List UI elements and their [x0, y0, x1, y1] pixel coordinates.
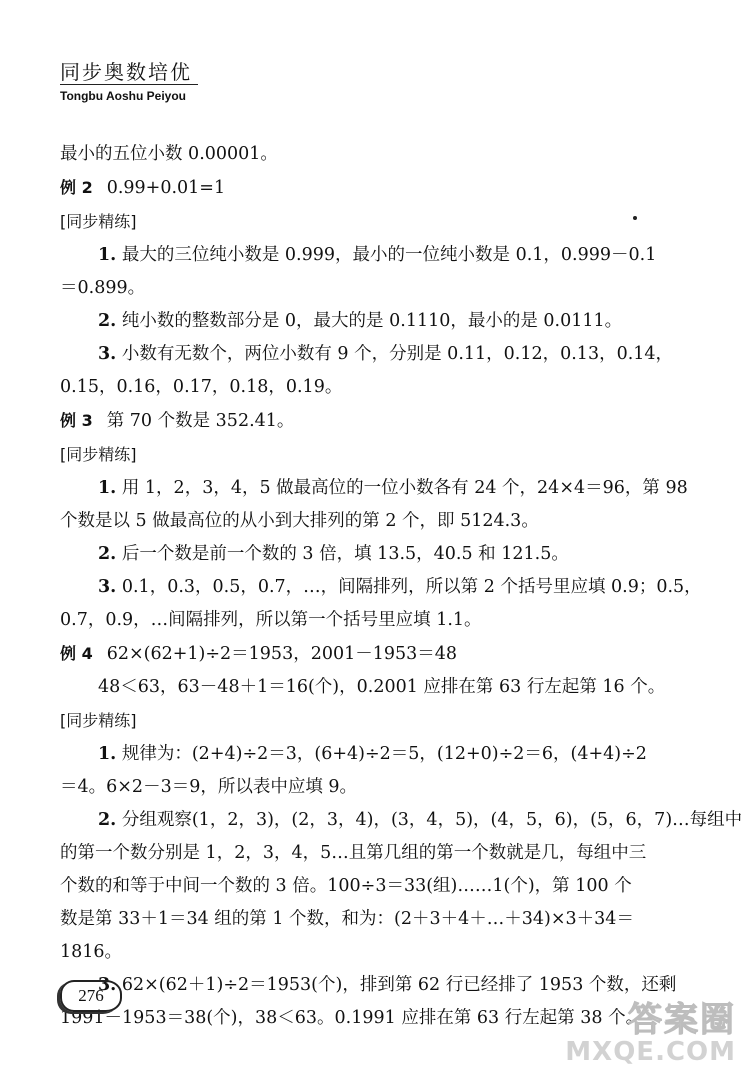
line-text: 小数有无数个，两位小数有 9 个，分别是 0.11，0.12，0.13，0.14，: [121, 344, 674, 364]
text-line: [60, 804, 743, 837]
text-line: [60, 538, 700, 571]
line-text: 规律为：(2+4)÷2＝3，(6+4)÷2＝5，(12+0)÷2＝6，(4+4)÷2: [121, 744, 647, 764]
item-number: 2.: [98, 311, 117, 331]
line-text: 分组观察(1，2，3)，(2，3，4)，(3，4，5)，(4，5，6)，(5，6，7)…每组中: [121, 810, 743, 830]
text-line: [60, 936, 700, 969]
text-line: [60, 371, 700, 404]
practice-heading: [同步精练]: [60, 711, 137, 730]
line-text: 个数是以 5 做最高位的从小到大排列的第 2 个，即 5124.3。: [60, 511, 539, 531]
item-number: 3.: [98, 344, 117, 364]
example-line: [60, 637, 700, 671]
line-text: 1991－1953＝38(个)，38＜63。0.1991 应排在第 63 行左起第 38 个。: [60, 1008, 644, 1028]
line-text: 0.7，0.9，…间隔排列，所以第一个括号里应填 1.1。: [60, 610, 482, 630]
text-line: [60, 837, 700, 870]
text-line: [60, 338, 700, 371]
item-number: 3.: [98, 577, 117, 597]
line-text: 后一个数是前一个数的 3 倍，填 13.5，40.5 和 121.5。: [121, 544, 569, 564]
text-line: [60, 771, 700, 804]
book-subtitle: Tongbu Aoshu Peiyou: [60, 89, 186, 103]
section-heading: [60, 704, 700, 738]
line-text: 的第一个数分别是 1，2，3，4，5…且第几组的第一个数就是几，每组中三: [60, 843, 647, 863]
watermark: [565, 1002, 736, 1066]
line-text: 用 1，2，3，4，5 做最高位的一位小数各有 24 个，24×4＝96，第 98: [121, 478, 688, 498]
line-text: ＝4。6×2－3＝9，所以表中应填 9。: [60, 777, 358, 797]
item-number: 2.: [98, 810, 117, 830]
line-text: 第 70 个数是 352.41。: [106, 411, 295, 431]
text-line: [60, 671, 700, 704]
line-text: 最小的五位小数 0.00001。: [60, 144, 278, 164]
example-label: 例 4: [60, 644, 93, 663]
item-number: 1.: [98, 478, 117, 498]
text-line: [60, 870, 700, 903]
text-line: [60, 969, 700, 1002]
line-text: 62×(62＋1)÷2＝1953(个)，排到第 62 行已经排了 1953 个数，还剩: [121, 975, 677, 995]
text-line: [60, 239, 700, 272]
line-text: 0.99+0.01=1: [106, 178, 226, 198]
text-line: [60, 571, 700, 604]
text-line: [60, 272, 700, 305]
text-line: [60, 305, 700, 338]
example-label: 例 3: [60, 411, 93, 430]
section-heading: [60, 205, 700, 239]
text-line: [60, 472, 700, 505]
line-text: 数是第 33＋1＝34 组的第 1 个数，和为：(2＋3＋4＋…＋34)×3＋34＝: [60, 909, 634, 929]
answer-content: [60, 138, 743, 1035]
line-text: 1816。: [60, 942, 123, 962]
example-label: 例 2: [60, 178, 93, 197]
line-text: 最大的三位纯小数是 0.999，最小的一位纯小数是 0.1，0.999－0.1: [121, 245, 657, 265]
item-number: 2.: [98, 544, 117, 564]
practice-heading: [同步精练]: [60, 445, 137, 464]
text-line: [60, 604, 700, 637]
line-text: 62×(62+1)÷2＝1953，2001－1953＝48: [106, 644, 458, 664]
item-number: 1.: [98, 744, 117, 764]
text-line: [60, 903, 700, 936]
line-text: 个数的和等于中间一个数的 3 倍。100÷3＝33(组)……1(个)，第 100 个: [60, 876, 632, 896]
line-text: 纯小数的整数部分是 0，最大的是 0.1110，最小的是 0.0111。: [121, 311, 623, 331]
practice-heading: [同步精练]: [60, 212, 137, 231]
page-number: 276: [60, 980, 122, 1012]
text-line: [60, 738, 700, 771]
text-line: [60, 505, 700, 538]
line-text: 48＜63，63－48＋1＝16(个)，0.2001 应排在第 63 行左起第 16 个。: [98, 677, 666, 697]
section-heading: [60, 438, 700, 472]
line-text: 0.15，0.16，0.17，0.18，0.19。: [60, 377, 343, 397]
text-line: [60, 138, 700, 171]
line-text: ＝0.899。: [60, 278, 146, 298]
example-line: [60, 171, 700, 205]
running-header: [60, 60, 198, 104]
watermark-logo: 答案圈: [628, 1000, 736, 1040]
item-number: 1.: [98, 245, 117, 265]
watermark-url: MXQE.COM: [565, 1037, 736, 1067]
item-number: 3.: [98, 975, 117, 995]
example-line: [60, 404, 700, 438]
line-text: 0.1，0.3，0.5，0.7，…，间隔排列，所以第 2 个括号里应填 0.9；0.5，: [121, 577, 702, 597]
book-title: 同步奥数培优: [60, 60, 198, 85]
